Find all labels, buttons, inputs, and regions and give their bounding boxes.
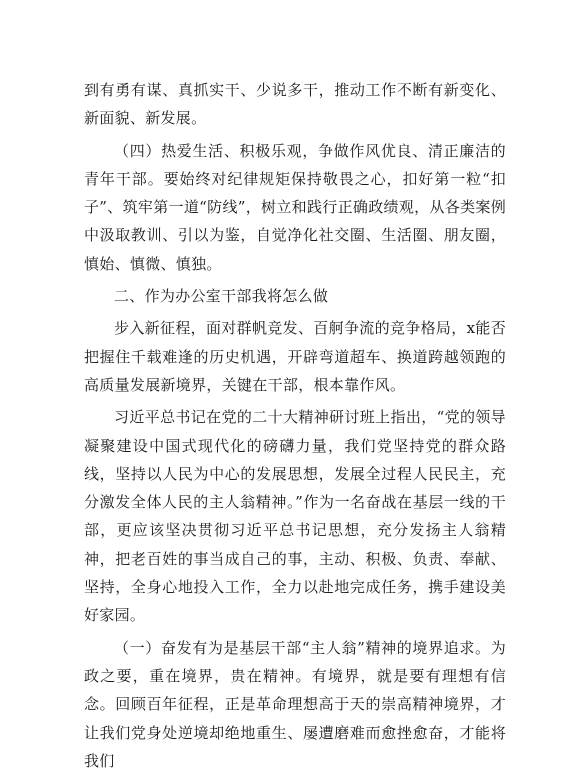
section-heading: 二、作为办公室干部我将怎么做 — [114, 287, 329, 306]
paragraph-new-journey: 步入新征程，面对群帆竞发、百舸争流的竞争格局，x能否把握住千载难逢的历史机遇，开辟弯道超车、换道跨越领跑的高质量发展新境界，关键在干部，根本靠作风。 — [84, 319, 506, 394]
paragraph-subsection-one: （一）奋发有为是基层干部“主人翁”精神的境界追求。为政之要，重在境界，贵在精神。有境界，就是要有理想有信念。回顾百年征程，正是革命理想高于天的崇高精神境界，才让我们党身处逆境却绝地重生、屡遭磨难而愈挫愈奋，才能将我们 — [84, 638, 506, 770]
paragraph-section-four: （四）热爱生活、积极乐观，争做作风优良、清正廉洁的青年干部。要始终对纪律规矩保持敬畏之心，扣好第一粒“扣子”、筑牢第一道“防线”，树立和践行正确政绩观，从各类案例中汲取教训、引以为鉴，自觉净化社交圈、生活圈、朋友圈，慎始、慎微、慎独。 — [84, 141, 506, 273]
document-body — [84, 76, 506, 779]
paragraph-continued: 到有勇有谋、真抓实干、少说多干，推动工作不断有新变化、新面貌、新发展。 — [84, 81, 506, 128]
paragraph-quote: 习近平总书记在党的二十大精神研讨班上指出，“党的领导凝聚建设中国式现代化的磅礴力量，我们党坚持党的群众路线，坚持以人民为中心的发展思想，发展全过程人民民主，充分激发全体人民的主人翁精神。”作为一名奋战在基层一线的干部，更应该坚决贯彻习近平总书记思想，充分发扬主人翁精神，把老百姓的事当成自己的事，主动、积极、负责、奉献、坚持，全身心地投入工作，全力以赴地完成任务，携手建设美好家园。 — [84, 408, 506, 625]
